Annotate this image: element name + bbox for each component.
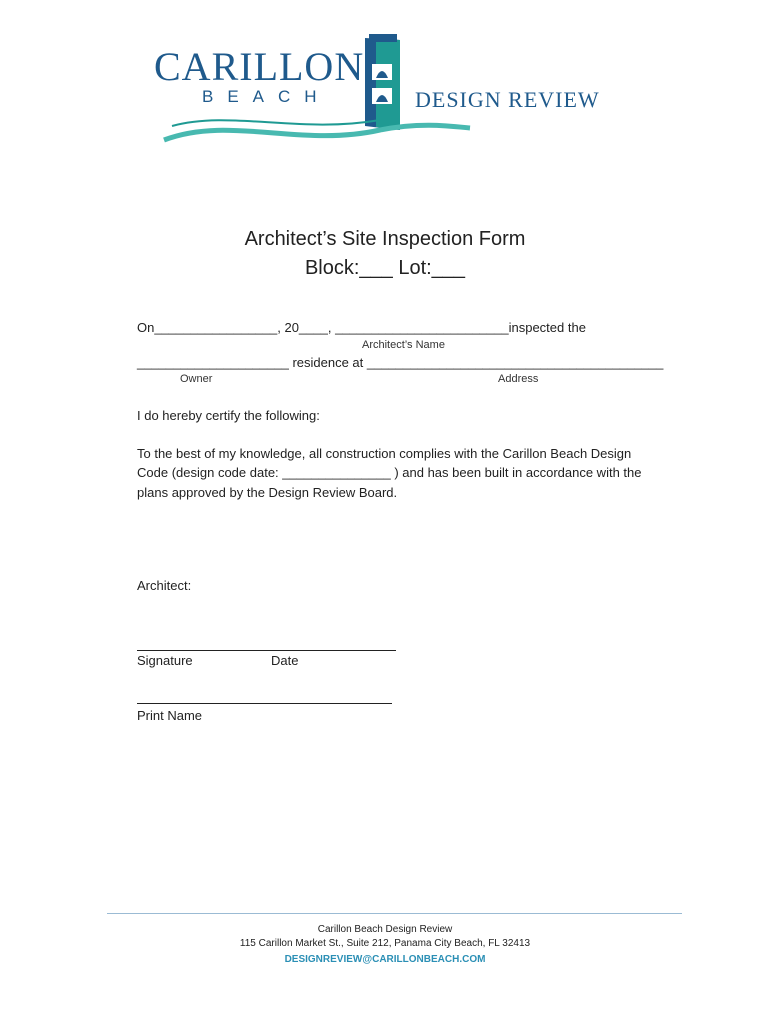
carillon-beach-logo	[150, 30, 620, 150]
block-lot-line: Block:___ Lot:___	[304, 257, 466, 279]
logo-name-line2: BEACH	[202, 87, 331, 106]
address-label: Address	[498, 373, 539, 385]
date-label: Date	[271, 653, 299, 668]
architect-name-label: Architect’s Name	[362, 339, 445, 351]
architect-label: Architect:	[137, 578, 192, 593]
owner-label: Owner	[180, 373, 213, 385]
footer-email-link[interactable]: DESIGNREVIEW@CARILLONBEACH.COM	[284, 954, 486, 965]
form-title: Architect’s Site Inspection Form	[244, 228, 526, 250]
bell-tower-icon	[365, 34, 400, 130]
statement-line-3: plans approved by the Design Review Board.	[137, 485, 398, 500]
logo-name-line1: CARILLON	[154, 44, 365, 89]
owner-residence-line: _____________________ residence at _________________________________________	[137, 355, 664, 370]
footer-address: 115 Carillon Market St., Suite 212, Panama City Beach, FL 32413	[239, 938, 531, 949]
statement-line-2: Code (design code date: _______________ ) and has been built in accordance with the	[137, 465, 642, 480]
footer-divider	[107, 913, 682, 914]
footer-org: Carillon Beach Design Review	[317, 924, 453, 935]
logo-tagline: DESIGN REVIEW	[415, 87, 600, 112]
print-name-line[interactable]	[137, 703, 392, 704]
signature-label: Signature	[137, 653, 193, 668]
wave-icon	[164, 125, 470, 140]
certify-heading: I do hereby certify the following:	[137, 408, 320, 423]
signature-line[interactable]	[137, 650, 396, 651]
print-name-label: Print Name	[137, 708, 203, 723]
inspection-date-line: On_________________, 20____, ________________________inspected the	[137, 320, 586, 335]
statement-line-1: To the best of my knowledge, all construction complies with the Carillon Beach Design	[137, 446, 632, 461]
